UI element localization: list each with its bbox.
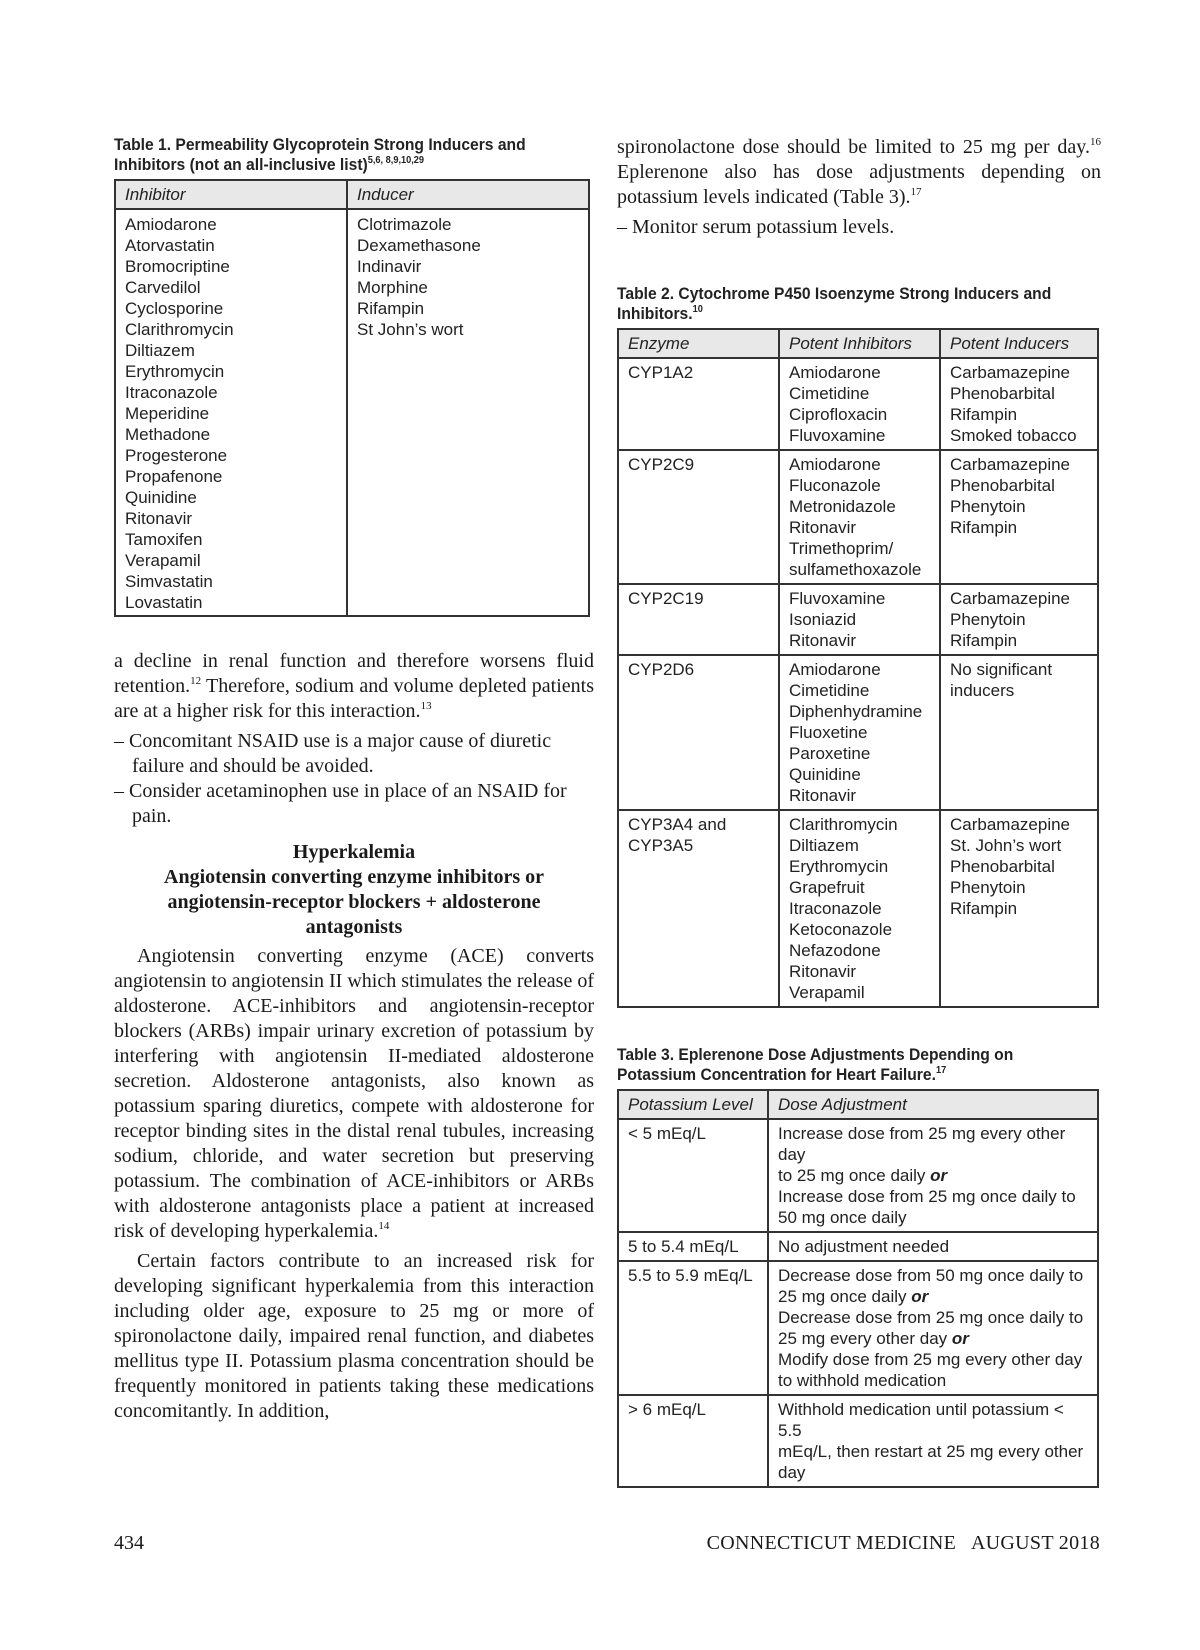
table3-adjustment-line: mEq/L, then restart at 25 mg every other bbox=[778, 1442, 1084, 1461]
table3-adjustment-line: Decrease dose from 25 mg once daily to bbox=[778, 1308, 1084, 1327]
table2-inhibitors-cell bbox=[779, 358, 940, 450]
table1-inducer-item: Rifampin bbox=[357, 299, 425, 318]
table2-enzyme-cell-line: CYP3A5 bbox=[628, 836, 694, 855]
table2-inhibitors-cell bbox=[779, 810, 940, 1007]
left-paragraph-2: Angiotensin converting enzyme (ACE) converts angiotensin to angiotensin II which stimulates the release of aldosterone. ACE-inhibitors and angiotensin-receptor blockers (ARBs) impair urinary excretion of potassium by interfering with angiotensin II-mediated aldosterone secretion. Aldosterone antagonists, also known as potassium sparing diuretics, compete with aldosterone for receptor binding sites in the distal renal tubules, increasing sodium, chloride, and water secretion but preserving potassium. The combination of ACE-inhibitors or ARBs with aldosterone antagonists place a patient at increased risk of developing hyperkalemia.$^{14}$ bbox=[114, 945, 594, 1242]
table1-inducer-item: Indinavir bbox=[357, 257, 422, 276]
table3-adjustment-line: Modify dose from 25 mg every other day bbox=[778, 1350, 1083, 1369]
table2-inhibitors-cell-line: Ritonavir bbox=[789, 962, 857, 981]
table2-inhibitors-cell-line: Itraconazole bbox=[789, 899, 882, 918]
table1-inhibitor-item: Amiodarone bbox=[125, 215, 217, 234]
table2-inducers-cell-line: Rifampin bbox=[950, 631, 1018, 650]
table1-inducer-item: Clotrimazole bbox=[357, 215, 452, 234]
table1-inhibitor-item: Ritonavir bbox=[125, 509, 193, 528]
table2-inhibitors-cell-line: Diltiazem bbox=[789, 836, 859, 855]
table2-inducers-cell-line: Carbamazepine bbox=[950, 455, 1071, 474]
table3-adjustment-cell bbox=[768, 1395, 1098, 1487]
table1-inducer-item: Morphine bbox=[357, 278, 428, 297]
table1-inducer-list bbox=[347, 209, 589, 616]
right-paragraph-1: spironolactone dose should be limited to 25 mg per day.$^{16}$ Eplerenone also has dose adjustments depending on potassium levels indicated (Table 3).$^{17}$ bbox=[617, 136, 1101, 208]
table2-inhibitors-cell-line: Diphenhydramine bbox=[789, 702, 923, 721]
table2-inducers-cell-line: Carbamazepine bbox=[950, 363, 1071, 382]
table1-inhibitor-item: Cyclosporine bbox=[125, 299, 224, 318]
table3-adjustment-line: 25 mg once daily or bbox=[778, 1287, 929, 1306]
table1-inhibitor-item: Methadone bbox=[125, 425, 211, 444]
table2-inducers-cell-line: Phenytoin bbox=[950, 610, 1026, 629]
table2-row bbox=[618, 584, 1098, 655]
table2-inducers-cell-line: No significant bbox=[950, 660, 1053, 679]
table3-adjustment-cell bbox=[768, 1261, 1098, 1395]
table3-header-adjustment: Dose Adjustment bbox=[768, 1090, 1098, 1119]
table1-inhibitor-item: Meperidine bbox=[125, 404, 210, 423]
table3-row bbox=[618, 1395, 1098, 1487]
table2-inducers-cell bbox=[940, 584, 1098, 655]
table3-header-row bbox=[618, 1090, 1098, 1119]
table2-inhibitors-cell-line: Grapefruit bbox=[789, 878, 865, 897]
table2-inhibitors-cell-line: Cimetidine bbox=[789, 681, 870, 700]
table2-header-inducers: Potent Inducers bbox=[940, 329, 1098, 358]
right-column bbox=[617, 135, 1101, 1488]
table2-inhibitors-cell-line: Erythromycin bbox=[789, 857, 889, 876]
table1-inhibitor-item: Itraconazole bbox=[125, 383, 218, 402]
table1 bbox=[114, 179, 590, 617]
table2-inhibitors-cell-line: Ritonavir bbox=[789, 786, 857, 805]
table2-inducers-cell-line: St. John’s wort bbox=[950, 836, 1062, 855]
table2-inhibitors-cell-line: Fluvoxamine bbox=[789, 589, 886, 608]
table2-header-enzyme: Enzyme bbox=[618, 329, 779, 358]
section-heading: Hyperkalemia bbox=[292, 841, 416, 863]
table2-enzyme-cell-line: CYP1A2 bbox=[628, 363, 694, 382]
table2-row bbox=[618, 810, 1098, 1007]
table2-inhibitors-cell bbox=[779, 655, 940, 810]
table3-level-cell: 5.5 to 5.9 mEq/L bbox=[618, 1261, 768, 1395]
table2-inhibitors-cell-line: Trimethoprim/ bbox=[789, 539, 894, 558]
table1-inhibitor-item: Carvedilol bbox=[125, 278, 201, 297]
table3-header-level: Potassium Level bbox=[618, 1090, 768, 1119]
table1-inducer-item: St John’s wort bbox=[357, 320, 464, 339]
table2-inhibitors-cell-line: Cimetidine bbox=[789, 384, 870, 403]
table2-inhibitors-cell-line: Ritonavir bbox=[789, 631, 857, 650]
table2 bbox=[617, 328, 1099, 1008]
table2-inducers-cell-line: Carbamazepine bbox=[950, 589, 1071, 608]
table3 bbox=[617, 1089, 1099, 1488]
table2-inhibitors-cell-line: Isoniazid bbox=[789, 610, 857, 629]
table3-row bbox=[618, 1119, 1098, 1232]
table2-inducers-cell-line: inducers bbox=[950, 681, 1015, 700]
table2-inhibitors-cell-line: Fluoxetine bbox=[789, 723, 868, 742]
left-column bbox=[114, 135, 594, 1424]
table1-inhibitor-item: Bromocriptine bbox=[125, 257, 230, 276]
table2-inducers-cell bbox=[940, 810, 1098, 1007]
table2-enzyme-cell bbox=[618, 810, 779, 1007]
table2-enzyme-cell bbox=[618, 358, 779, 450]
table2-inhibitors-cell-line: Quinidine bbox=[789, 765, 861, 784]
table1-inhibitor-item: Tamoxifen bbox=[125, 530, 203, 549]
section-subheading: Angiotensin converting enzyme inhibitors or angiotensin-receptor blockers + aldosterone antagonists bbox=[164, 866, 544, 938]
table1-inhibitor-item: Propafenone bbox=[125, 467, 223, 486]
table1-inhibitor-item: Erythromycin bbox=[125, 362, 225, 381]
table3-adjustment-cell bbox=[768, 1119, 1098, 1232]
table2-row bbox=[618, 358, 1098, 450]
table1-caption-line1: Table 1. Permeability Glycoprotein Strong Inducers and bbox=[114, 135, 526, 154]
table3-level-cell: > 6 mEq/L bbox=[618, 1395, 768, 1487]
table2-inhibitors-cell-line: Amiodarone bbox=[789, 363, 881, 382]
table2-inhibitors-cell-line: Ritonavir bbox=[789, 518, 857, 537]
table3-level-cell: < 5 mEq/L bbox=[618, 1119, 768, 1232]
table2-inhibitors-cell-line: sulfamethoxazole bbox=[789, 560, 922, 579]
table3-adjustment-line: to 25 mg once daily or bbox=[778, 1166, 948, 1185]
table2-enzyme-cell-line: CYP2C19 bbox=[628, 589, 704, 608]
table1-inhibitor-item: Quinidine bbox=[125, 488, 197, 507]
table3-adjustment-line: day bbox=[778, 1463, 806, 1482]
table1-inhibitor-item: Verapamil bbox=[125, 551, 201, 570]
table2-enzyme-cell-line: CYP2C9 bbox=[628, 455, 695, 474]
table2-inhibitors-cell-line: Metronidazole bbox=[789, 497, 896, 516]
table2-inducers-cell-line: Rifampin bbox=[950, 899, 1018, 918]
table1-header-inducer: Inducer bbox=[347, 180, 589, 209]
table3-adjustment-line: to withhold medication bbox=[778, 1371, 947, 1390]
table1-inhibitor-item: Clarithromycin bbox=[125, 320, 234, 339]
left-paragraph-1: a decline in renal function and therefore worsens fluid retention.$^{12}$ Therefore, sodium and volume depleted patients are at a higher risk for this interaction.$^{13}$ bbox=[114, 650, 594, 722]
table2-inhibitors-cell-line: Ciprofloxacin bbox=[789, 405, 888, 424]
table2-header-row bbox=[618, 329, 1098, 358]
journal-footer: CONNECTICUT MEDICINE AUGUST 2018 bbox=[706, 1532, 1100, 1554]
table3-adjustment-line: Increase dose from 25 mg once daily to bbox=[778, 1187, 1076, 1206]
table1-header-row bbox=[115, 180, 589, 209]
table1-inhibitor-item: Diltiazem bbox=[125, 341, 195, 360]
table3-row bbox=[618, 1261, 1098, 1395]
table2-enzyme-cell bbox=[618, 450, 779, 584]
table2-inhibitors-cell bbox=[779, 584, 940, 655]
table2-inducers-cell bbox=[940, 655, 1098, 810]
table3-adjustment-cell bbox=[768, 1232, 1098, 1261]
table2-inducers-cell bbox=[940, 358, 1098, 450]
table2-row bbox=[618, 450, 1098, 584]
table3-adjustment-line: 50 mg once daily bbox=[778, 1208, 907, 1227]
table2-inducers-cell-line: Phenobarbital bbox=[950, 384, 1055, 403]
table2-inhibitors-cell-line: Amiodarone bbox=[789, 455, 881, 474]
table2-inhibitors-cell-line: Clarithromycin bbox=[789, 815, 898, 834]
table2-inducers-cell bbox=[940, 450, 1098, 584]
table2-inhibitors-cell-line: Amiodarone bbox=[789, 660, 881, 679]
table1-inhibitor-item: Atorvastatin bbox=[125, 236, 215, 255]
left-paragraph-3: Certain factors contribute to an increased risk for developing significant hyperkalemia from this interaction including older age, exposure to 25 mg or more of spironolactone daily, impaired renal function, and diabetes mellitus type II. Potassium plasma concentration should be frequently monitored in patients taking these medications concomitantly. In addition, bbox=[114, 1250, 594, 1422]
table2-inducers-cell-line: Rifampin bbox=[950, 405, 1018, 424]
table2-inhibitors-cell-line: Ketoconazole bbox=[789, 920, 893, 939]
table2-inducers-cell-line: Smoked tobacco bbox=[950, 426, 1077, 445]
table2-inhibitors-cell-line: Fluconazole bbox=[789, 476, 881, 495]
table2-inhibitors-cell-line: Nefazodone bbox=[789, 941, 881, 960]
table1-body-row bbox=[115, 209, 589, 616]
table3-adjustment-line: Increase dose from 25 mg every other day bbox=[778, 1124, 1066, 1164]
page-number: 434 bbox=[114, 1532, 144, 1554]
bullet-nsaid: – Concomitant NSAID use is a major cause of diuretic failure and should be avoided. bbox=[114, 730, 552, 777]
right-bullet: – Monitor serum potassium levels. bbox=[617, 216, 895, 238]
table2-enzyme-cell bbox=[618, 655, 779, 810]
table1-inhibitor-item: Simvastatin bbox=[125, 572, 213, 591]
table1-caption bbox=[114, 135, 556, 175]
table3-row bbox=[618, 1232, 1098, 1261]
table2-header-inhibitors: Potent Inhibitors bbox=[779, 329, 940, 358]
table2-enzyme-cell-line: CYP2D6 bbox=[628, 660, 695, 679]
or-emphasis: or bbox=[911, 1287, 929, 1306]
or-emphasis: or bbox=[930, 1166, 948, 1185]
table2-inhibitors-cell-line: Paroxetine bbox=[789, 744, 871, 763]
table2-inducers-cell-line: Phenytoin bbox=[950, 497, 1026, 516]
table2-inducers-cell-line: Phenobarbital bbox=[950, 476, 1055, 495]
or-emphasis: or bbox=[951, 1329, 969, 1348]
table3-adjustment-line: Decrease dose from 50 mg once daily to bbox=[778, 1266, 1084, 1285]
table2-enzyme-cell-line: CYP3A4 and bbox=[628, 815, 727, 834]
table2-inhibitors-cell-line: Verapamil bbox=[789, 983, 865, 1002]
table1-header-inhibitor: Inhibitor bbox=[115, 180, 347, 209]
table1-caption-refs: 5,6, 8,9,10,29 bbox=[367, 155, 425, 166]
table1-inhibitor-list bbox=[115, 209, 347, 616]
table1-inhibitor-item: Lovastatin bbox=[125, 593, 203, 612]
table1-inducer-item: Dexamethasone bbox=[357, 236, 481, 255]
table2-row bbox=[618, 655, 1098, 810]
table2-inducers-cell-line: Rifampin bbox=[950, 518, 1018, 537]
table2-inducers-cell-line: Phenytoin bbox=[950, 878, 1026, 897]
table1-inhibitor-item: Progesterone bbox=[125, 446, 228, 465]
table3-caption: Table 3. Eplerenone Dose Adjustments Depending on Potassium Concentration for Heart Failure.$^{17}$ bbox=[617, 1045, 1014, 1084]
table2-caption: Table 2. Cytochrome P450 Isoenzyme Strong Inducers and Inhibitors.$^{10}$ bbox=[617, 284, 1052, 323]
table1-caption-line2: Inhibitors (not an all-inclusive list) bbox=[114, 155, 368, 174]
table2-enzyme-cell bbox=[618, 584, 779, 655]
table2-inhibitors-cell bbox=[779, 450, 940, 584]
table2-inducers-cell-line: Phenobarbital bbox=[950, 857, 1055, 876]
table2-inhibitors-cell-line: Fluvoxamine bbox=[789, 426, 886, 445]
table3-adjustment-line: No adjustment needed bbox=[778, 1237, 950, 1256]
table2-inducers-cell-line: Carbamazepine bbox=[950, 815, 1071, 834]
table3-level-cell: 5 to 5.4 mEq/L bbox=[618, 1232, 768, 1261]
table3-adjustment-line: 25 mg every other day or bbox=[778, 1329, 969, 1348]
bullet-acetaminophen: – Consider acetaminophen use in place of an NSAID for pain. bbox=[114, 780, 567, 827]
table3-adjustment-line: Withhold medication until potassium < 5.5 bbox=[778, 1400, 1064, 1440]
